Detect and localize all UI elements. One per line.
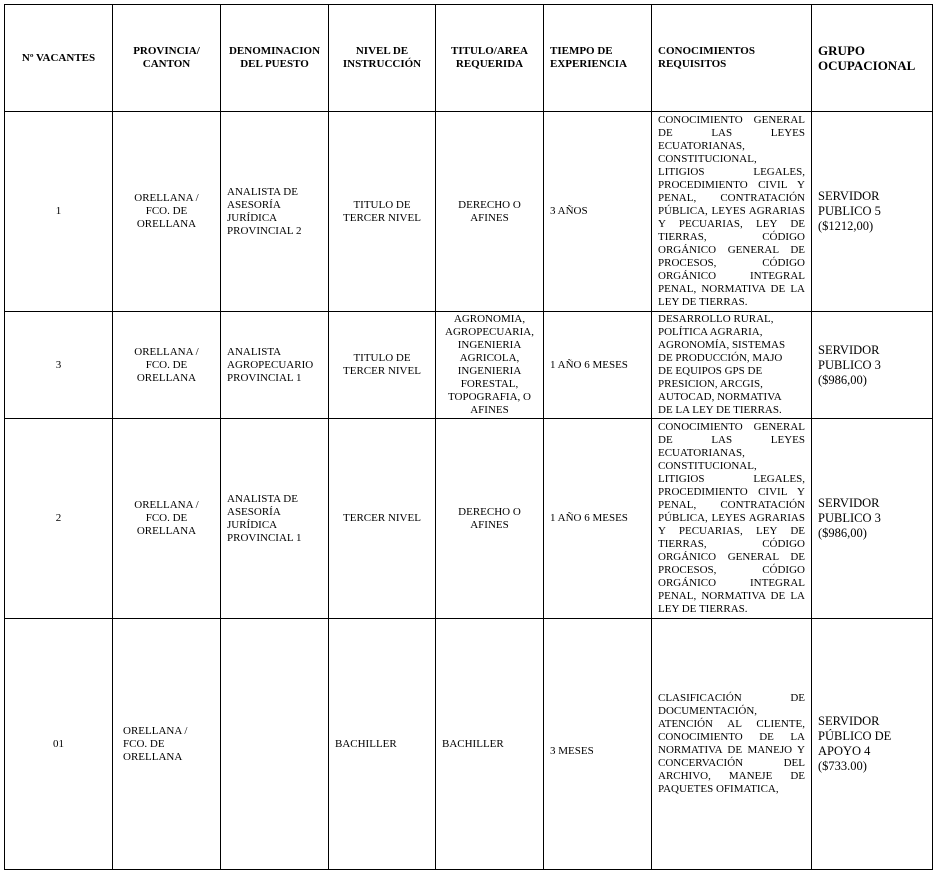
cell-grupo: SERVIDOR PUBLICO 5 ($1212,00) (812, 112, 933, 312)
cell-conocimientos: CONOCIMIENTO GENERAL DE LAS LEYES ECUATORIANAS, CONSTITUCIONAL, LITIGIOS LEGALES, PROCEDIMIENTO CIVIL Y PENAL, CONTRATACIÓN PÚBLICA, LEYES AGRARIAS Y PECUARIAS, LEY DE TIERRAS, CÓDIGO ORGÁNICO GENERAL DE PROCESOS, CÓDIGO ORGÁNICO INTEGRAL PENAL, NORMATIVA DE LA LEY DE TIERRAS. (652, 419, 812, 619)
cell-conocimientos: CLASIFICACIÓN DE DOCUMENTACIÓN, ATENCIÓN AL CLIENTE, CONOCIMIENTO DE LA NORMATIVA DE MANEJO Y CONCERVACIÓN DEL ARCHIVO, MANEJE DE PAQUETES OFIMATICA, (652, 619, 812, 870)
cell-vacantes: 3 (5, 312, 113, 419)
cell-grupo: SERVIDOR PUBLICO 3 ($986,00) (812, 312, 933, 419)
table-row (5, 112, 933, 312)
cell-puesto: ANALISTA AGROPECUARIO PROVINCIAL 1 (221, 312, 329, 419)
vacancies-table (4, 4, 933, 870)
header-titulo: TITULO/AREA REQUERIDA (436, 5, 544, 112)
cell-nivel: TERCER NIVEL (329, 419, 436, 619)
header-nivel: NIVEL DE INSTRUCCIÓN (329, 5, 436, 112)
cell-nivel: TITULO DE TERCER NIVEL (329, 312, 436, 419)
cell-grupo: SERVIDOR PÚBLICO DE APOYO 4 ($733.00) (812, 619, 933, 870)
header-provincia: PROVINCIA/ CANTON (113, 5, 221, 112)
cell-vacantes: 1 (5, 112, 113, 312)
header-row (5, 5, 933, 112)
cell-conocimientos: CONOCIMIENTO GENERAL DE LAS LEYES ECUATORIANAS, CONSTITUCIONAL, LITIGIOS LEGALES, PROCEDIMIENTO CIVIL Y PENAL, CONTRATACIÓN PÚBLICA, LEYES AGRARIAS Y PECUARIAS, LEY DE TIERRAS, CÓDIGO ORGÁNICO GENERAL DE PROCESOS, CÓDIGO ORGÁNICO INTEGRAL PENAL, NORMATIVA DE LA LEY DE TIERRAS. (652, 112, 812, 312)
cell-experiencia: 1 AÑO 6 MESES (544, 419, 652, 619)
cell-experiencia: 3 AÑOS (544, 112, 652, 312)
cell-vacantes: 2 (5, 419, 113, 619)
cell-titulo: DERECHO O AFINES (436, 112, 544, 312)
table-row (5, 419, 933, 619)
header-conocimientos: CONOCIMIENTOS REQUISITOS (652, 5, 812, 112)
cell-titulo: BACHILLER (436, 619, 544, 870)
cell-puesto: ANALISTA DE ASESORÍA JURÍDICA PROVINCIAL 1 (221, 419, 329, 619)
cell-puesto (221, 619, 329, 870)
cell-provincia: ORELLANA / FCO. DE ORELLANA (113, 112, 221, 312)
cell-provincia: ORELLANA / FCO. DE ORELLANA (113, 419, 221, 619)
header-grupo: GRUPO OCUPACIONAL (812, 5, 933, 112)
cell-vacantes: 01 (5, 619, 113, 870)
header-puesto: DENOMINACION DEL PUESTO (221, 5, 329, 112)
cell-titulo: DERECHO O AFINES (436, 419, 544, 619)
cell-puesto: ANALISTA DE ASESORÍA JURÍDICA PROVINCIAL 2 (221, 112, 329, 312)
cell-conocimientos: DESARROLLO RURAL, POLÍTICA AGRARIA, AGRONOMÍA, SISTEMAS DE PRODUCCIÓN, MAJO DE EQUIPOS GPS DE PRESICION, ARCGIS, AUTOCAD, NORMATIVA DE LA LEY DE TIERRAS. (652, 312, 812, 419)
cell-experiencia: 3 MESES (544, 619, 652, 870)
cell-experiencia: 1 AÑO 6 MESES (544, 312, 652, 419)
header-experiencia: TIEMPO DE EXPERIENCIA (544, 5, 652, 112)
table-row (5, 312, 933, 419)
cell-titulo: AGRONOMIA, AGROPECUARIA, INGENIERIA AGRICOLA, INGENIERIA FORESTAL, TOPOGRAFIA, O AFINES (436, 312, 544, 419)
cell-nivel: BACHILLER (329, 619, 436, 870)
cell-grupo: SERVIDOR PUBLICO 3 ($986,00) (812, 419, 933, 619)
cell-nivel: TITULO DE TERCER NIVEL (329, 112, 436, 312)
cell-provincia: ORELLANA / FCO. DE ORELLANA (113, 312, 221, 419)
header-vacantes: Nº VACANTES (5, 5, 113, 112)
table-row (5, 619, 933, 870)
cell-provincia: ORELLANA / FCO. DE ORELLANA (113, 619, 221, 870)
